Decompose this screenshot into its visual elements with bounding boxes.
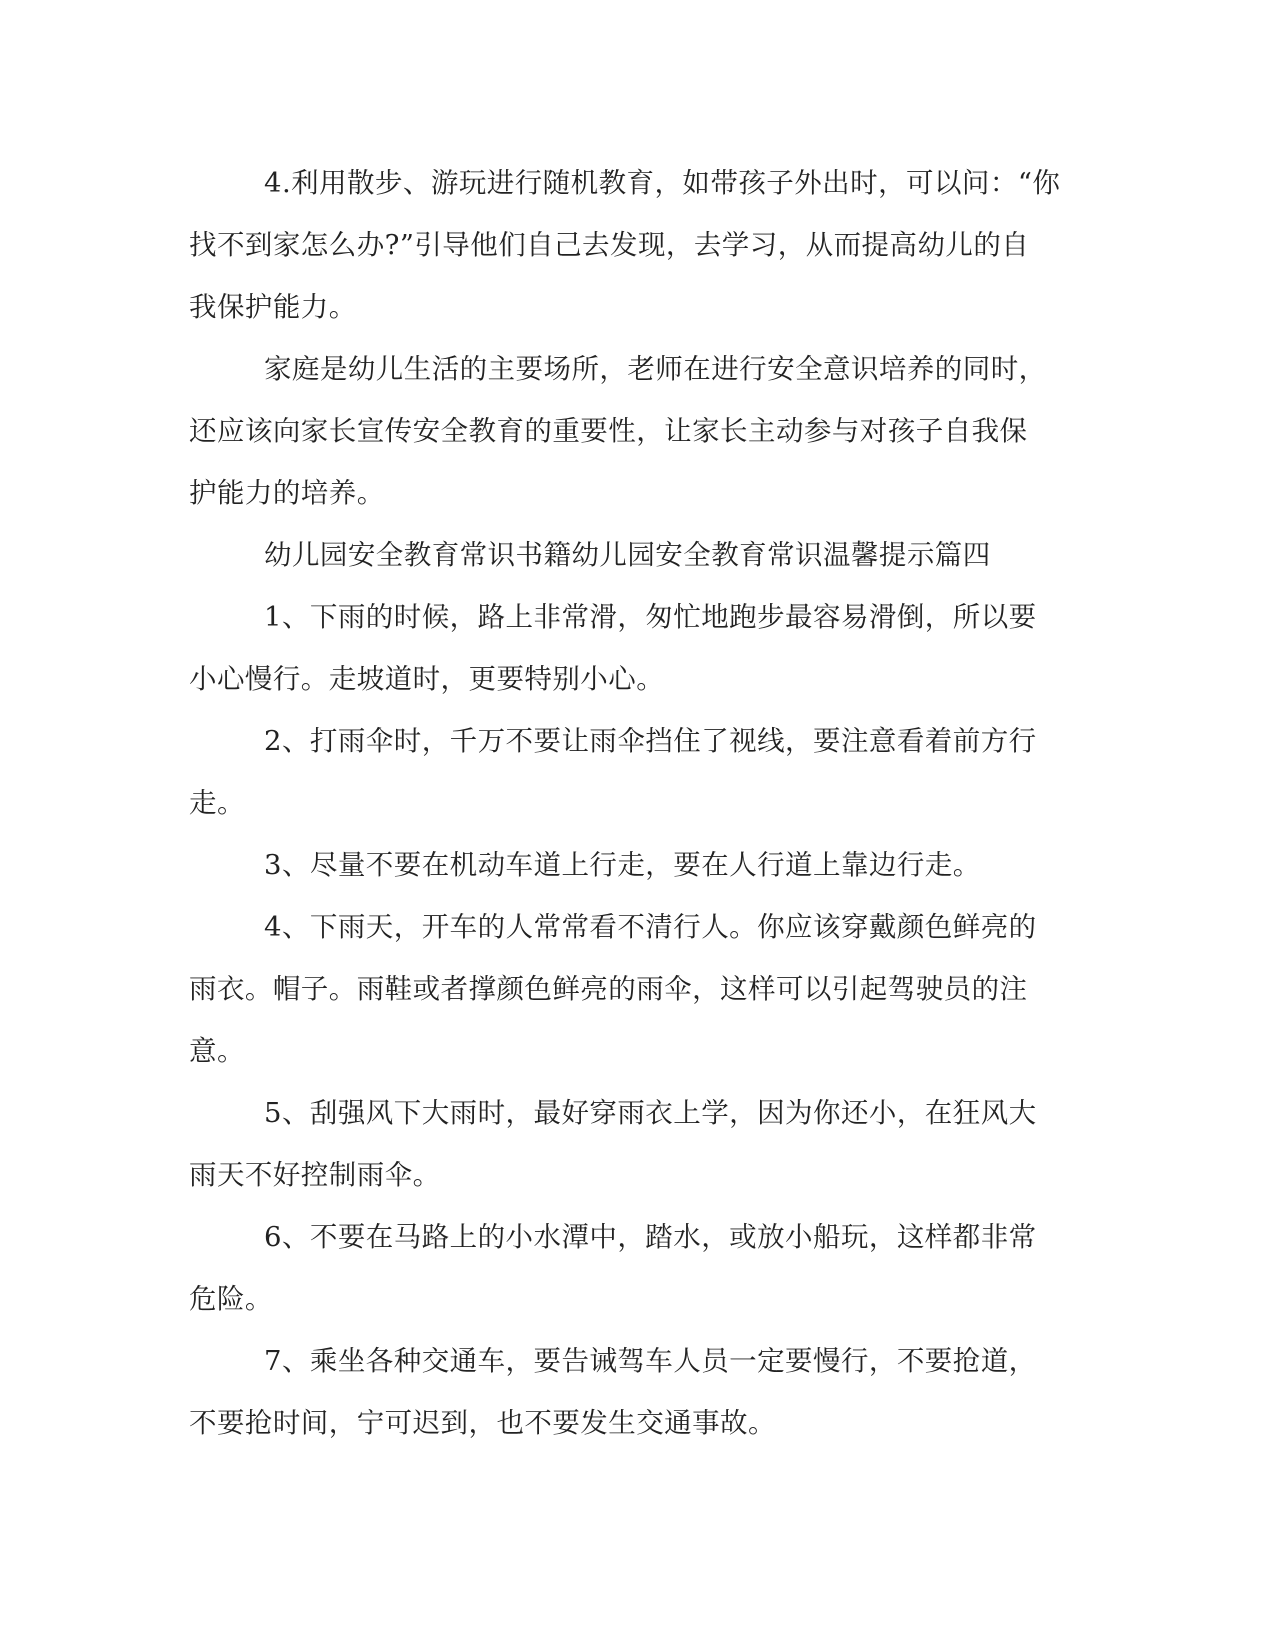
text-line: 雨衣。帽子。雨鞋或者撑颜色鲜亮的雨伞，这样可以引起驾驶员的注 <box>189 973 1028 1005</box>
text-line: 5、刮强风下大雨时，最好穿雨衣上学，因为你还小，在狂风大 <box>264 1097 1037 1129</box>
section-heading <box>189 524 1059 586</box>
text-line: 找不到家怎么办?”引导他们自己去发现，去学习，从而提高幼儿的自 <box>189 229 1030 261</box>
text-line: 走。 <box>189 787 245 819</box>
text-line: 不要抢时间，宁可迟到，也不要发生交通事故。 <box>189 1407 776 1439</box>
tip-7 <box>189 1330 1059 1454</box>
tip-5 <box>189 1082 1059 1206</box>
heading-line: 幼儿园安全教育常识书籍幼儿园安全教育常识温馨提示篇四 <box>264 539 991 571</box>
text-line: 雨天不好控制雨伞。 <box>189 1159 441 1191</box>
text-line: 7、乘坐各种交通车，要告诫驾车人员一定要慢行，不要抢道， <box>264 1345 1037 1377</box>
paragraph-2 <box>189 338 1059 524</box>
tip-2 <box>189 710 1059 834</box>
text-line: 家庭是幼儿生活的主要场所，老师在进行安全意识培养的同时， <box>264 353 1047 385</box>
text-line: 4.利用散步、游玩进行随机教育，如带孩子外出时，可以问：“你 <box>264 167 1061 199</box>
text-line: 危险。 <box>189 1283 273 1315</box>
text-line: 1、下雨的时候，路上非常滑，匆忙地跑步最容易滑倒，所以要 <box>264 601 1037 633</box>
document-body <box>189 152 1059 1454</box>
text-line: 2、打雨伞时，千万不要让雨伞挡住了视线，要注意看着前方行 <box>264 725 1037 757</box>
text-line: 还应该向家长宣传安全教育的重要性，让家长主动参与对孩子自我保 <box>189 415 1028 447</box>
tip-1 <box>189 586 1059 710</box>
text-line: 3、尽量不要在机动车道上行走，要在人行道上靠边行走。 <box>264 849 981 881</box>
text-line: 4、下雨天，开车的人常常看不清行人。你应该穿戴颜色鲜亮的 <box>264 911 1037 943</box>
text-line: 小心慢行。走坡道时，更要特别小心。 <box>189 663 665 695</box>
paragraph-1 <box>189 152 1059 338</box>
text-line: 意。 <box>189 1035 245 1067</box>
tip-6 <box>189 1206 1059 1330</box>
text-line: 我保护能力。 <box>189 291 357 323</box>
tip-3 <box>189 834 1059 896</box>
tip-4 <box>189 896 1059 1082</box>
text-line: 6、不要在马路上的小水潭中，踏水，或放小船玩，这样都非常 <box>264 1221 1037 1253</box>
text-line: 护能力的培养。 <box>189 477 385 509</box>
